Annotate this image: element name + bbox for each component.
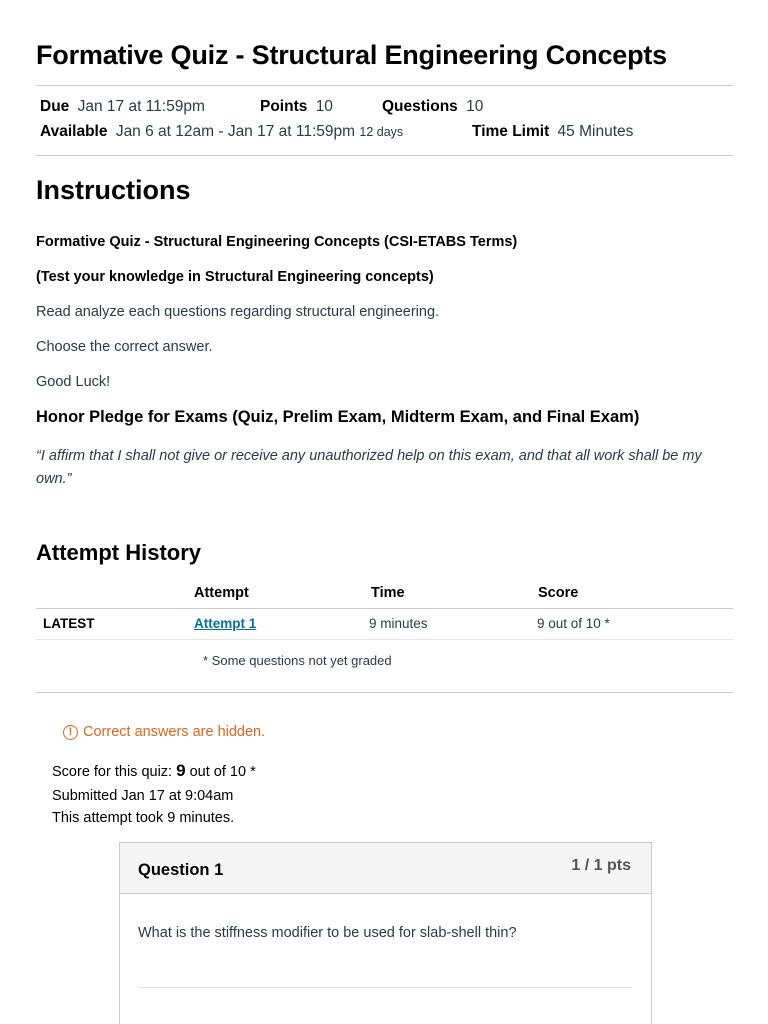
attempt-score: 9 out of 10 * — [537, 616, 610, 631]
attempt-duration: This attempt took 9 minutes. — [52, 810, 235, 826]
history-divider — [36, 692, 733, 693]
ungraded-footnote: * Some questions not yet graded — [203, 653, 392, 668]
honor-pledge-text: “I affirm that I shall not give or receive any unauthorized help on this exam, and that all work shall be my own.” — [36, 448, 702, 487]
quiz-title: Formative Quiz - Structural Engineering Concepts — [36, 40, 667, 70]
score-value: 9 — [176, 761, 186, 780]
latest-tag: LATEST — [43, 616, 95, 631]
col-header-score: Score — [538, 585, 579, 601]
points-meta — [260, 98, 333, 116]
question-points: 1 / 1 pts — [571, 857, 631, 874]
instructions-text-2: Choose the correct answer. — [36, 339, 213, 355]
title-divider — [36, 85, 733, 86]
instructions-title: Formative Quiz - Structural Engineering Concepts (CSI-ETABS Terms) — [36, 234, 518, 250]
question-header — [120, 843, 651, 894]
warning-icon: ! — [63, 725, 78, 740]
meta-divider — [36, 155, 733, 156]
question-divider — [138, 987, 632, 988]
points-value: 10 — [315, 98, 333, 115]
time-limit-label: Time Limit — [472, 123, 550, 140]
quiz-meta-row-1 — [40, 98, 205, 116]
answers-hidden-notice — [63, 724, 265, 740]
attempt-time: 9 minutes — [369, 616, 428, 631]
answers-hidden-text: Correct answers are hidden. — [83, 724, 266, 740]
question-title: Question 1 — [138, 861, 224, 879]
question-text: What is the stiffness modifier to be used for slab-shell thin? — [138, 925, 517, 941]
submitted-time: Submitted Jan 17 at 9:04am — [52, 788, 234, 804]
quiz-meta-row-2 — [40, 123, 403, 141]
instructions-text-1: Read analyze each questions regarding structural engineering. — [36, 304, 440, 320]
score-prefix: Score for this quiz: — [52, 764, 177, 780]
available-days: 12 days — [359, 125, 404, 139]
due-value: Jan 17 at 11:59pm — [77, 98, 205, 115]
instructions-heading: Instructions — [36, 175, 191, 205]
col-header-time: Time — [371, 585, 405, 601]
quiz-score — [52, 761, 256, 781]
instructions-subtitle: (Test your knowledge in Structural Engineering concepts) — [36, 269, 434, 285]
points-label: Points — [260, 98, 308, 115]
questions-meta — [382, 98, 483, 116]
questions-label: Questions — [382, 98, 458, 115]
attempt-history-heading: Attempt History — [36, 540, 202, 565]
table-row-divider — [36, 639, 733, 640]
col-header-attempt: Attempt — [194, 585, 249, 601]
available-label: Available — [40, 123, 108, 140]
honor-pledge-title: Honor Pledge for Exams (Quiz, Prelim Exam, Midterm Exam, and Final Exam) — [36, 408, 640, 426]
time-limit-meta — [472, 123, 633, 141]
time-limit-value: 45 Minutes — [557, 123, 634, 140]
question-card — [119, 842, 652, 1024]
due-label: Due — [40, 98, 70, 115]
table-header-divider — [36, 608, 733, 609]
attempt-1-link[interactable]: Attempt 1 — [194, 616, 257, 631]
attempt-link-cell — [194, 616, 256, 631]
instructions-text-3: Good Luck! — [36, 374, 111, 390]
score-suffix: out of 10 * — [185, 764, 256, 780]
questions-value: 10 — [466, 98, 484, 115]
available-value: Jan 6 at 12am - Jan 17 at 11:59pm — [115, 123, 356, 140]
